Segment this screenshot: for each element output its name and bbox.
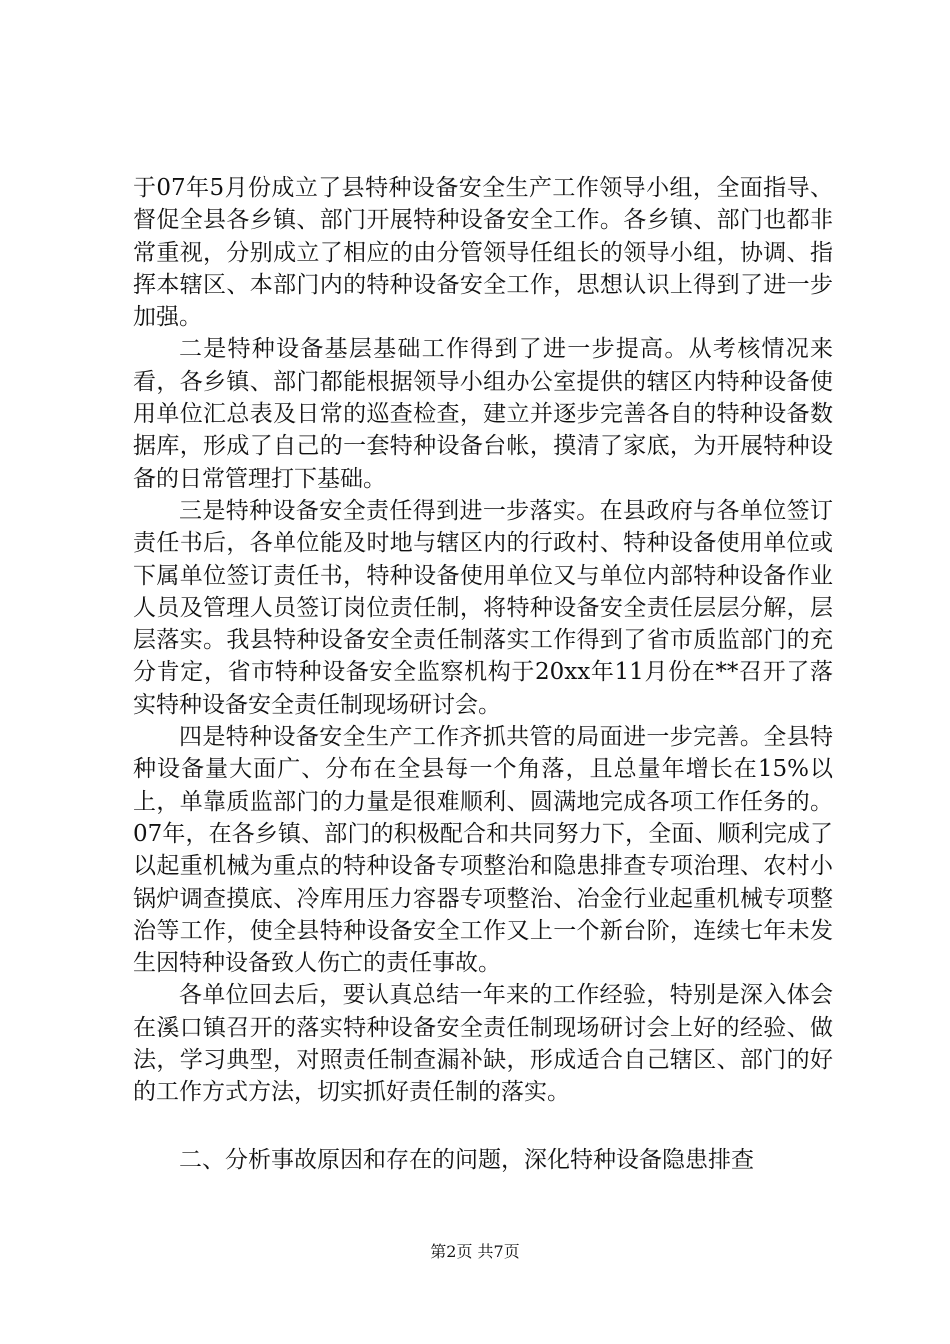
page-footer: 第2页 共7页 bbox=[430, 1242, 520, 1261]
paragraph-4: 四是特种设备安全生产工作齐抓共管的局面进一步完善。全县特种设备量大面广、分布在全县每一个角落，且总量年增长在15%以上，单靠质监部门的力量是很难顺利、圆满地完成各项工作任务的。07年，在各乡镇、部门的积极配合和共同努力下，全面、顺利完成了以起重机械为重点的特种设备专项整治和隐患排查专项治理、农村小锅炉调查摸底、冷库用压力容器专项整治、冶金行业起重机械专项整治等工作，使全县特种设备安全工作又上一个新台阶，连续七年未发生因特种设备致人伤亡的责任事故。 bbox=[133, 724, 833, 977]
paragraph-continuation: 于07年5月份成立了县特种设备安全生产工作领导小组，全面指导、督促全县各乡镇、部门开展特种设备安全工作。各乡镇、部门也都非常重视，分别成立了相应的由分管领导任组长的领导小组，协调、指挥本辖区、本部门内的特种设备安全工作，思想认识上得到了进一步加强。 bbox=[133, 175, 833, 331]
body-text bbox=[133, 172, 833, 1109]
paragraph-2: 二是特种设备基层基础工作得到了进一步提高。从考核情况来看，各乡镇、部门都能根据领导小组办公室提供的辖区内特种设备使用单位汇总表及日常的巡查检查，建立并逐步完善各自的特种设备数据库，形成了自己的一套特种设备台帐，摸清了家底，为开展特种设备的日常管理打下基础。 bbox=[133, 336, 833, 492]
paragraph-5: 各单位回去后，要认真总结一年来的工作经验，特别是深入体会在溪口镇召开的落实特种设备安全责任制现场研讨会上好的经验、做法，学习典型，对照责任制查漏补缺，形成适合自己辖区、部门的好的工作方式方法，切实抓好责任制的落实。 bbox=[133, 982, 833, 1106]
section-heading: 二、分析事故原因和存在的问题，深化特种设备隐患排查 bbox=[179, 1147, 754, 1173]
paragraph-3: 三是特种设备安全责任得到进一步落实。在县政府与各单位签订责任书后，各单位能及时地与辖区内的行政村、特种设备使用单位或下属单位签订责任书，特种设备使用单位又与单位内部特种设备作业人员及管理人员签订岗位责任制，将特种设备安全责任层层分解，层层落实。我县特种设备安全责任制落实工作得到了省市质监部门的充分肯定，省市特种设备安全监察机构于20xx年11月份在**召开了落实特种设备安全责任制现场研讨会。 bbox=[133, 497, 833, 718]
